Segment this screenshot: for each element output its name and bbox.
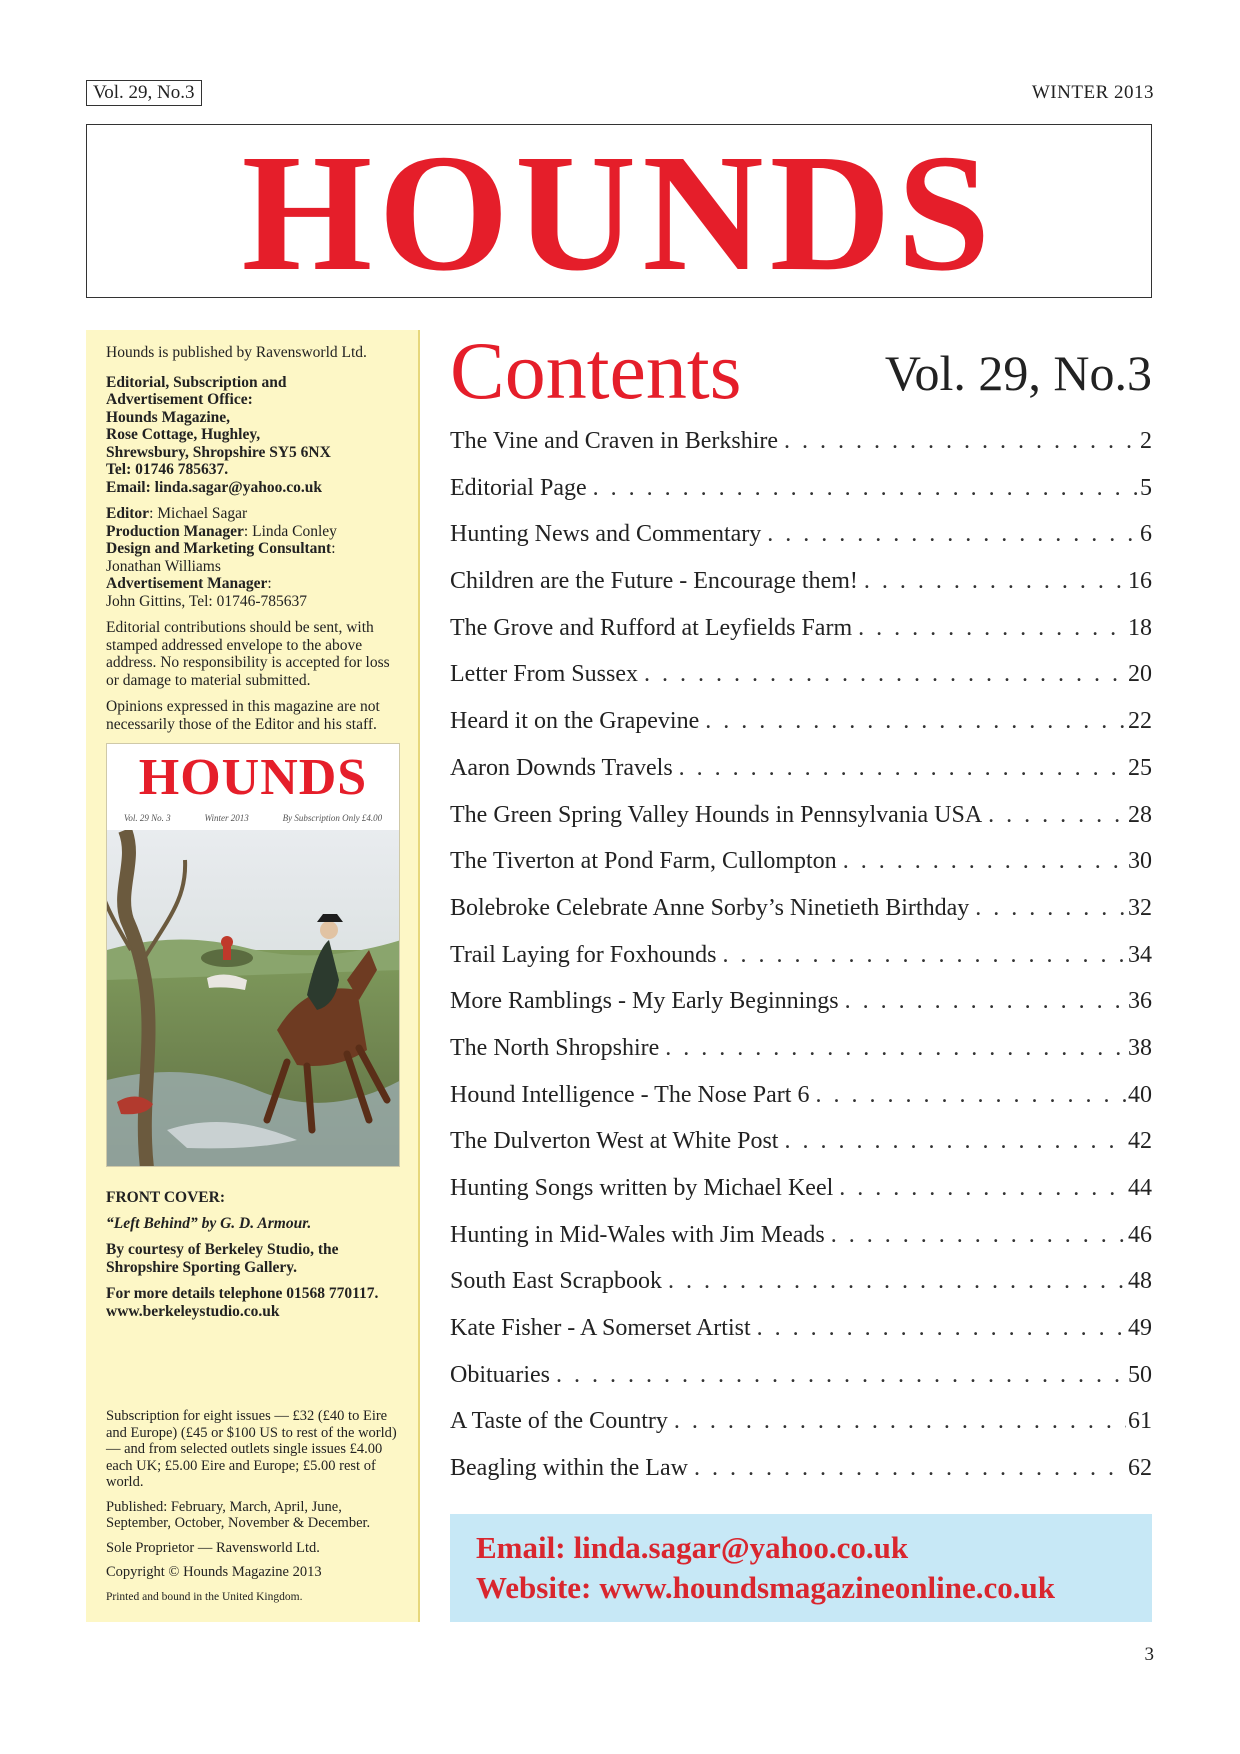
cover-phone: For more details telephone 01568 770117. bbox=[106, 1285, 379, 1302]
toc-leader-dots bbox=[975, 895, 1126, 922]
toc-entry-page: 22 bbox=[1128, 708, 1152, 735]
toc-entry-title: Hound Intelligence - The Nose Part 6 bbox=[450, 1081, 810, 1108]
toc-entry-page: 2 bbox=[1140, 428, 1152, 454]
office-address bbox=[106, 374, 398, 497]
toc-entry-page: 25 bbox=[1128, 754, 1152, 781]
publication-months: Published: February, March, April, June, September, October, November & December. bbox=[106, 1498, 371, 1531]
toc-entry-page: 18 bbox=[1128, 614, 1152, 641]
office-line: Editorial, Subscription and bbox=[106, 373, 287, 391]
email-label: Email: bbox=[476, 1530, 566, 1565]
staff-name: : Linda Conley bbox=[243, 522, 337, 540]
cover-courtesy: By courtesy of Berkeley Studio, the Shropshire Sporting Gallery. bbox=[106, 1241, 339, 1276]
masthead-title: HOUNDS bbox=[241, 120, 997, 306]
page-number: 3 bbox=[1144, 1644, 1154, 1665]
website-label: Website: bbox=[476, 1570, 592, 1605]
office-line: Advertisement Office: bbox=[106, 391, 253, 408]
toc-entry-page: 42 bbox=[1128, 1128, 1152, 1155]
toc-entry-page: 46 bbox=[1128, 1221, 1152, 1248]
toc-leader-dots bbox=[668, 1268, 1126, 1295]
contact-box bbox=[450, 1514, 1152, 1622]
toc-entry-title: The Vine and Craven in Berkshire bbox=[450, 428, 779, 454]
toc-entry[interactable] bbox=[450, 1082, 1152, 1129]
cover-caption-heading: FRONT COVER: bbox=[106, 1189, 225, 1206]
staff-role: Production Manager bbox=[106, 522, 244, 540]
email-link[interactable]: linda.sagar@yahoo.co.uk bbox=[573, 1530, 909, 1565]
cover-details bbox=[106, 1285, 398, 1321]
cover-website-link[interactable]: www.berkeleystudio.co.uk bbox=[106, 1303, 280, 1320]
toc-entry-page: 40 bbox=[1128, 1081, 1152, 1108]
toc-entry[interactable] bbox=[450, 1268, 1152, 1315]
toc-entry-page: 48 bbox=[1128, 1268, 1152, 1295]
toc-entry[interactable] bbox=[450, 1222, 1152, 1269]
toc-leader-dots bbox=[644, 661, 1126, 688]
toc-leader-dots bbox=[705, 708, 1126, 735]
volume-label: Vol. 29, No.3 bbox=[86, 80, 202, 106]
toc-leader-dots bbox=[839, 1175, 1126, 1202]
toc-entry-title: Aaron Downds Travels bbox=[450, 754, 673, 781]
toc-entry-page: 62 bbox=[1128, 1455, 1152, 1482]
contact-website-line bbox=[476, 1568, 1126, 1608]
mini-cover-season: Winter 2013 bbox=[204, 813, 249, 823]
contents-volume: Vol. 29, No.3 bbox=[884, 345, 1152, 401]
table-of-contents bbox=[450, 428, 1152, 1502]
toc-entry[interactable] bbox=[450, 568, 1152, 615]
opinions-note: Opinions expressed in this magazine are not necessarily those of the Editor and his staff. bbox=[106, 698, 380, 733]
proprietor: Sole Proprietor — Ravensworld Ltd. bbox=[106, 1539, 320, 1556]
toc-entry-title: Hunting News and Commentary bbox=[450, 521, 762, 548]
toc-entry[interactable] bbox=[450, 428, 1152, 475]
toc-entry[interactable] bbox=[450, 895, 1152, 942]
toc-entry-page: 16 bbox=[1128, 568, 1152, 595]
office-line: Shrewsbury, Shropshire SY5 6NX bbox=[106, 443, 331, 461]
subscription-rates: Subscription for eight issues — £32 (£40 to Eire and Europe) (£45 or $100 US to rest of the world) — and from selected outlets single issues £4.00 each UK; £5.00 Eire and Europe; £5.00 rest of world. bbox=[106, 1408, 397, 1490]
toc-entry[interactable] bbox=[450, 942, 1152, 989]
toc-entry-title: A Taste of the Country bbox=[450, 1408, 668, 1435]
toc-leader-dots bbox=[722, 942, 1126, 969]
header-bar bbox=[86, 80, 1154, 106]
toc-leader-dots bbox=[815, 1082, 1126, 1109]
contact-email-line bbox=[476, 1528, 1126, 1568]
staff-list bbox=[106, 505, 398, 610]
toc-leader-dots bbox=[757, 1315, 1126, 1342]
toc-entry[interactable] bbox=[450, 1035, 1152, 1082]
contents-title: Contents bbox=[450, 325, 742, 416]
toc-entry-title: The North Shropshire bbox=[450, 1034, 660, 1061]
toc-entry-title: Bolebroke Celebrate Anne Sorby’s Ninetieth Birthday bbox=[450, 894, 970, 921]
subscription-info bbox=[106, 1408, 404, 1613]
toc-entry[interactable] bbox=[450, 1128, 1152, 1175]
staff-name: : bbox=[331, 540, 336, 557]
toc-entry-title: Editorial Page bbox=[450, 474, 587, 501]
staff-name: John Gittins, Tel: 01746-785637 bbox=[106, 592, 307, 610]
toc-entry[interactable] bbox=[450, 988, 1152, 1035]
toc-leader-dots bbox=[694, 1455, 1126, 1482]
toc-entry-title: The Grove and Rufford at Leyfields Farm bbox=[450, 614, 853, 641]
publisher-note: Hounds is published by Ravensworld Ltd. bbox=[106, 344, 367, 361]
toc-entry-title: The Tiverton at Pond Farm, Cullompton bbox=[450, 848, 837, 875]
toc-entry-title: The Green Spring Valley Hounds in Pennsylvania USA bbox=[450, 801, 983, 828]
toc-entry-title: Obituaries bbox=[450, 1361, 550, 1388]
toc-entry-title: Beagling within the Law bbox=[450, 1455, 688, 1482]
website-link[interactable]: www.houndsmagazineonline.co.uk bbox=[599, 1570, 1056, 1605]
toc-entry-title: Heard it on the Grapevine bbox=[450, 708, 700, 735]
toc-entry-page: 50 bbox=[1128, 1361, 1152, 1388]
toc-entry-page: 49 bbox=[1128, 1315, 1152, 1342]
toc-leader-dots bbox=[665, 1035, 1126, 1062]
contents-header bbox=[450, 325, 1152, 416]
toc-entry-title: Kate Fisher - A Somerset Artist bbox=[450, 1315, 751, 1342]
toc-entry-page: 61 bbox=[1128, 1408, 1152, 1435]
toc-entry[interactable] bbox=[450, 848, 1152, 895]
copyright: Copyright © Hounds Magazine 2013 bbox=[106, 1564, 322, 1580]
toc-entry[interactable] bbox=[450, 1408, 1152, 1455]
toc-entry-page: 28 bbox=[1128, 801, 1152, 828]
staff-name: : Michael Sagar bbox=[149, 505, 248, 522]
toc-entry-page: 20 bbox=[1128, 661, 1152, 688]
office-line: Hounds Magazine, bbox=[106, 408, 231, 426]
toc-entry-title: Letter From Sussex bbox=[450, 661, 638, 688]
toc-entry[interactable] bbox=[450, 755, 1152, 802]
toc-entry-page: 34 bbox=[1128, 941, 1152, 968]
mini-cover-issue: Vol. 29 No. 3 bbox=[123, 813, 171, 823]
toc-entry-title: Hunting Songs written by Michael Keel bbox=[450, 1175, 834, 1201]
toc-entry-title: The Dulverton West at White Post bbox=[450, 1128, 779, 1155]
toc-leader-dots bbox=[858, 615, 1126, 642]
printed-note: Printed and bound in the United Kingdom. bbox=[106, 1590, 303, 1603]
mini-cover-title: HOUNDS bbox=[138, 749, 368, 806]
toc-entry-page: 6 bbox=[1140, 521, 1152, 548]
front-cover-thumbnail bbox=[106, 743, 400, 1167]
toc-entry[interactable] bbox=[450, 802, 1152, 849]
masthead bbox=[86, 120, 1152, 306]
toc-leader-dots bbox=[674, 1408, 1126, 1435]
toc-leader-dots bbox=[831, 1222, 1126, 1249]
toc-entry[interactable] bbox=[450, 1455, 1152, 1502]
office-line: Tel: 01746 785637. bbox=[106, 461, 229, 478]
toc-entry-page: 30 bbox=[1128, 848, 1152, 875]
toc-entry-title: South East Scrapbook bbox=[450, 1268, 662, 1295]
toc-entry[interactable] bbox=[450, 615, 1152, 662]
sidebar bbox=[86, 330, 420, 1622]
toc-entry[interactable] bbox=[450, 521, 1152, 568]
toc-entry[interactable] bbox=[450, 1315, 1152, 1362]
office-line: Rose Cottage, Hughley, bbox=[106, 426, 261, 443]
toc-leader-dots bbox=[843, 848, 1126, 875]
toc-entry-page: 32 bbox=[1128, 894, 1152, 921]
toc-entry-page: 5 bbox=[1140, 474, 1152, 501]
toc-leader-dots bbox=[988, 802, 1126, 829]
season-label: WINTER 2013 bbox=[1031, 82, 1154, 103]
toc-entry[interactable] bbox=[450, 708, 1152, 755]
toc-entry-title: Hunting in Mid-Wales with Jim Meads bbox=[450, 1221, 825, 1248]
mini-cover-meta bbox=[107, 810, 399, 828]
toc-entry-page: 38 bbox=[1128, 1034, 1152, 1061]
staff-role: Editor bbox=[106, 505, 150, 522]
cover-caption bbox=[106, 1189, 398, 1321]
toc-leader-dots bbox=[864, 568, 1126, 595]
toc-entry-page: 44 bbox=[1128, 1175, 1152, 1201]
toc-entry[interactable] bbox=[450, 475, 1152, 522]
toc-entry[interactable] bbox=[450, 1175, 1152, 1222]
toc-leader-dots bbox=[784, 1128, 1126, 1155]
office-email: Email: linda.sagar@yahoo.co.uk bbox=[106, 478, 322, 496]
toc-entry-title: Children are the Future - Encourage them! bbox=[450, 568, 858, 595]
staff-role: Design and Marketing Consultant bbox=[106, 540, 332, 557]
toc-leader-dots bbox=[767, 521, 1138, 548]
toc-leader-dots bbox=[845, 988, 1126, 1015]
toc-leader-dots bbox=[784, 428, 1138, 455]
cover-artwork-credit: “Left Behind” by G. D. Armour. bbox=[106, 1215, 312, 1232]
cover-painting-image bbox=[107, 830, 400, 1167]
mini-cover-price: By Subscription Only £4.00 bbox=[282, 813, 383, 823]
staff-name: Jonathan Williams bbox=[106, 557, 221, 575]
toc-entry-title: Trail Laying for Foxhounds bbox=[450, 941, 717, 968]
toc-entry[interactable] bbox=[450, 661, 1152, 708]
disclaimer: Editorial contributions should be sent, with stamped addressed envelope to the above address. No responsibility is accepted for loss or damage to material submitted. bbox=[106, 619, 390, 689]
toc-leader-dots bbox=[556, 1362, 1126, 1389]
toc-entry[interactable] bbox=[450, 1362, 1152, 1409]
toc-entry-page: 36 bbox=[1128, 988, 1152, 1015]
toc-entry-title: More Ramblings - My Early Beginnings bbox=[450, 988, 839, 1015]
staff-role: Advertisement Manager bbox=[106, 575, 268, 592]
toc-leader-dots bbox=[593, 475, 1138, 502]
staff-name: : bbox=[267, 575, 272, 592]
toc-leader-dots bbox=[679, 755, 1126, 782]
